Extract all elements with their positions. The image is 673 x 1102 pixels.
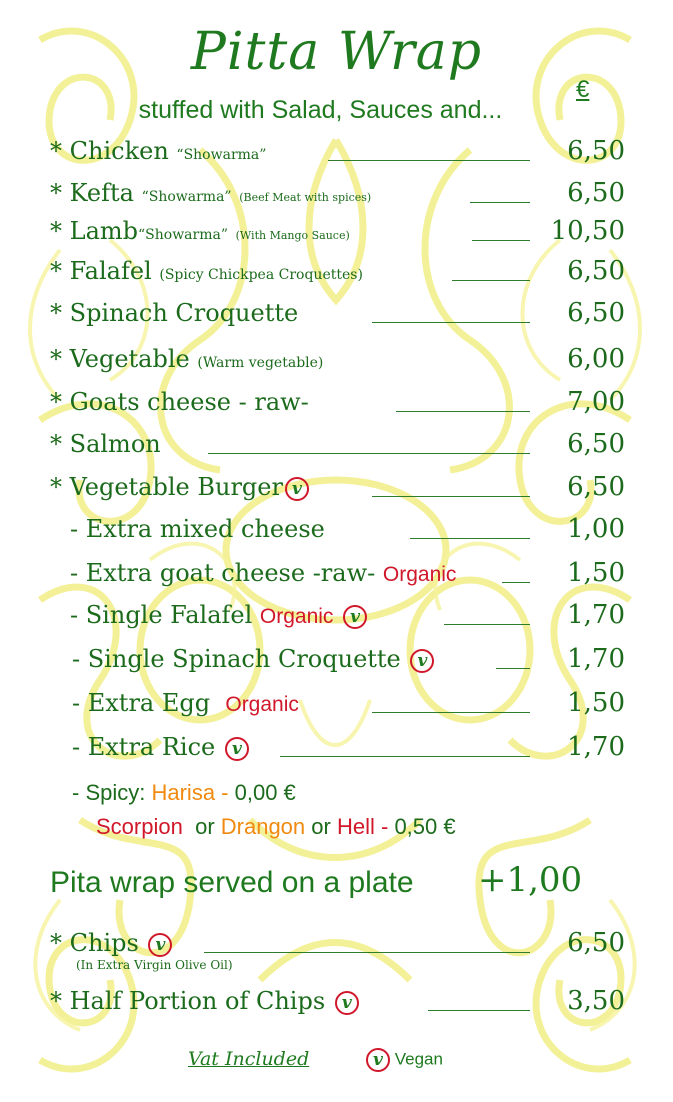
organic-label: Organic: [382, 563, 457, 586]
item-note: (Warm vegetable): [197, 355, 324, 371]
item-price: 1,50: [567, 558, 625, 588]
item-price: 6,50: [567, 928, 625, 958]
item-name: * Chicken: [50, 137, 169, 165]
dotted-leader: [444, 624, 530, 625]
vegan-icon: v: [410, 649, 434, 673]
page-subtitle: stuffed with Salad, Sauces and...: [138, 96, 503, 124]
item-note: “Showarma”: [141, 189, 232, 205]
item-name: * Salmon: [50, 430, 161, 458]
item-price: 1,00: [567, 514, 625, 544]
vegan-legend: [364, 1048, 443, 1072]
item-price: 6,50: [567, 178, 625, 208]
item-name: - Single Falafel: [70, 601, 253, 629]
item-price: 3,50: [567, 986, 625, 1016]
dotted-leader: [204, 952, 530, 953]
item-name: * Chips: [50, 929, 139, 957]
item-name: * Vegetable Burger: [50, 473, 283, 501]
extra-single-falafel: [70, 600, 625, 636]
vegan-icon: v: [225, 737, 249, 761]
menu-item-falafel: [50, 256, 625, 292]
item-name: * Lamb: [50, 217, 138, 245]
item-note-detail: (With Mango Sauce): [235, 229, 350, 242]
or-text: or: [195, 814, 215, 839]
extra-goat-cheese: [70, 558, 625, 594]
item-note-detail: (Beef Meat with spices): [239, 191, 372, 204]
item-note: (Spicy Chickpea Croquettes): [159, 267, 363, 283]
item-name: * Vegetable: [50, 345, 190, 373]
dotted-leader: [280, 756, 530, 757]
plate-option-price: +1,00: [478, 860, 583, 900]
extra-rice: [72, 732, 625, 768]
item-price: 1,70: [567, 644, 625, 674]
dotted-leader: [372, 322, 530, 323]
vegan-icon: v: [148, 933, 172, 957]
dotted-leader: [452, 280, 530, 281]
extra-egg: [72, 688, 625, 724]
hell-label: Hell -: [336, 814, 389, 839]
item-name: * Falafel: [50, 257, 152, 285]
item-name: * Goats cheese - raw-: [50, 388, 309, 416]
extra-mixed-cheese: [70, 514, 625, 550]
currency-symbol: €: [576, 76, 590, 103]
item-price: 1,50: [567, 688, 625, 718]
item-price: 6,50: [567, 429, 625, 459]
dotted-leader: [428, 1010, 530, 1011]
spicy-options-line2: [96, 814, 456, 840]
item-price: 10,50: [550, 216, 625, 246]
item-name: - Single Spinach Croquette: [72, 645, 401, 673]
dotted-leader: [396, 411, 530, 412]
dotted-leader: [328, 160, 530, 161]
vegan-icon: v: [285, 477, 309, 501]
vegan-legend-label: Vegan: [394, 1049, 443, 1069]
item-name: * Half Portion of Chips: [50, 987, 326, 1015]
dotted-leader: [372, 496, 530, 497]
harisa-price: 0,00 €: [234, 780, 296, 805]
spicy-options-line1: [72, 780, 296, 806]
organic-label: Organic: [225, 693, 299, 716]
item-name: - Extra Rice: [72, 733, 216, 761]
extra-single-spinach-croquette: [72, 644, 625, 680]
vat-included-note: Vat Included: [188, 1048, 310, 1070]
menu-item-chicken: [50, 136, 625, 172]
item-name: - Extra goat cheese -raw-: [70, 559, 376, 587]
dotted-leader: [372, 712, 530, 713]
item-note: “Showarma”: [138, 227, 228, 243]
item-note: “Showarma”: [176, 147, 267, 163]
plate-option-label: Pita wrap served on a plate: [50, 866, 414, 899]
organic-label: Organic: [259, 605, 334, 628]
hell-price: 0,50 €: [394, 814, 456, 839]
item-name: * Spinach Croquette: [50, 299, 299, 327]
dotted-leader: [470, 202, 530, 203]
menu-item-vegetable: [50, 344, 625, 380]
or-text: or: [311, 814, 331, 839]
dotted-leader: [208, 453, 530, 454]
dotted-leader: [496, 668, 530, 669]
menu-item-kefta: [50, 178, 625, 214]
vegan-icon: v: [335, 991, 359, 1015]
item-name: - Extra Egg: [72, 689, 211, 717]
harisa-label: Harisa -: [151, 780, 229, 805]
item-price: 6,00: [567, 344, 625, 374]
scorpion-label: Scorpion: [96, 814, 183, 839]
item-price: 7,00: [567, 387, 625, 417]
drangon-label: Drangon: [220, 814, 306, 839]
dotted-leader: [410, 538, 530, 539]
spicy-label: - Spicy:: [72, 780, 146, 805]
vegan-icon: v: [366, 1048, 390, 1072]
page-title: Pitta Wrap: [190, 22, 483, 82]
item-price: 6,50: [567, 256, 625, 286]
item-price: 1,70: [567, 600, 625, 630]
dotted-leader: [472, 240, 530, 241]
menu-item-spinach-croquette: [50, 298, 625, 334]
dotted-leader: [502, 582, 530, 583]
item-name: - Extra mixed cheese: [70, 515, 325, 543]
item-price: 6,50: [567, 136, 625, 166]
item-price: 6,50: [567, 472, 625, 502]
item-price: 6,50: [567, 298, 625, 328]
item-price: 1,70: [567, 732, 625, 762]
menu-item-goats-cheese: [50, 387, 625, 423]
item-name: * Kefta: [50, 179, 134, 207]
menu-item-half-chips: [50, 986, 625, 1022]
vegan-icon: v: [343, 605, 367, 629]
chips-note: (In Extra Virgin Olive Oil): [76, 958, 233, 972]
menu-item-vegetable-burger: [50, 472, 625, 508]
menu-item-salmon: [50, 429, 625, 465]
menu-item-lamb: [50, 216, 625, 252]
